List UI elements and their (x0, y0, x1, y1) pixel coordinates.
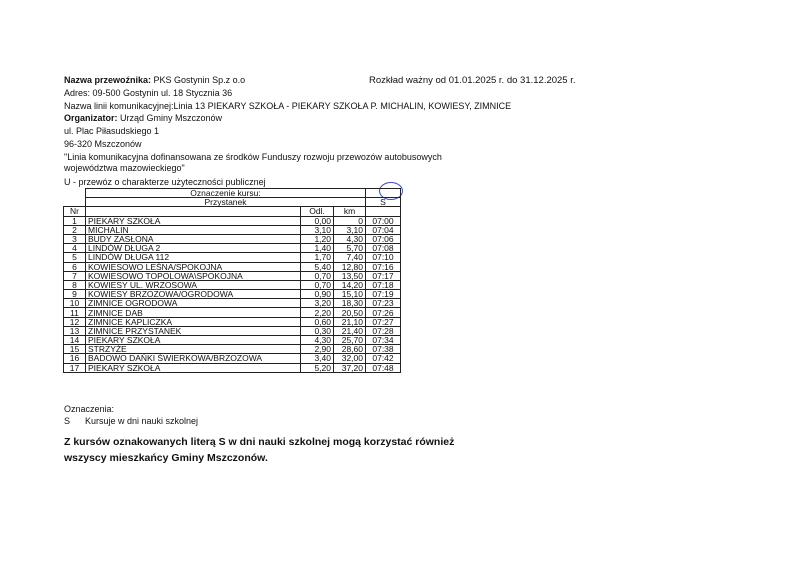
stop-name: KOWIESOWO TOPOLOWA\SPOKOJNA (86, 271, 301, 280)
stop-number: 10 (64, 299, 86, 308)
organizer-line (64, 113, 222, 124)
funding-note-1: "Linia komunikacyjna dofinansowana ze środków Funduszy rozwoju przewozów autobusowych (64, 152, 442, 162)
stop-distance: 2,20 (301, 308, 334, 317)
legend-key: S (64, 416, 71, 426)
stop-number: 2 (64, 225, 86, 234)
notice-line-2: wszyscy mieszkańcy Gminy Mszczonów. (64, 452, 268, 464)
stop-distance: 3,40 (301, 354, 334, 363)
carrier-address: Adres: 09-500 Gostynin ul. 18 Stycznia 36 (64, 88, 233, 98)
stop-time: 07:48 (366, 363, 401, 372)
stop-km: 4,30 (334, 234, 366, 243)
stop-distance: 3,20 (301, 299, 334, 308)
stop-km: 15,10 (334, 290, 366, 299)
stop-time: 07:42 (366, 354, 401, 363)
stop-distance: 1,70 (301, 253, 334, 262)
stop-distance: 5,20 (301, 363, 334, 372)
s-header: S (366, 198, 401, 207)
stop-km: 18,30 (334, 299, 366, 308)
organizer-city: 96-320 Mszczonów (64, 139, 142, 149)
subheader-row (64, 207, 401, 216)
stop-time: 07:08 (366, 244, 401, 253)
stop-km: 0 (334, 216, 366, 225)
stop-time: 07:26 (366, 308, 401, 317)
stop-distance: 5,40 (301, 262, 334, 271)
stop-number: 16 (64, 354, 86, 363)
stop-name: STRZYŻE (86, 345, 301, 354)
stop-name: ZIMNICE OGRODOWA (86, 299, 301, 308)
table-row (64, 253, 401, 262)
stop-distance: 0,30 (301, 326, 334, 335)
stop-km: 12,80 (334, 262, 366, 271)
organizer-value: Urząd Gminy Mszczonów (120, 113, 223, 123)
stop-km: 13,50 (334, 271, 366, 280)
km-header: km (334, 207, 366, 216)
stop-name: ZIMNICE PRZYSTANEK (86, 326, 301, 335)
stop-name: KOWIESY BRZOZOWA/OGRODOWA (86, 290, 301, 299)
odl-header: Odl. (301, 207, 334, 216)
stop-name: BADOWO DAŃKI ŚWIERKOWA/BRZOZOWA (86, 354, 301, 363)
stop-km: 14,20 (334, 280, 366, 289)
schedule-table (63, 188, 401, 373)
stop-distance: 0,90 (301, 290, 334, 299)
stop-time: 07:23 (366, 299, 401, 308)
stop-name: MICHALIN (86, 225, 301, 234)
stop-number: 17 (64, 363, 86, 372)
stop-km: 3,10 (334, 225, 366, 234)
stop-km: 28,60 (334, 345, 366, 354)
stop-number: 14 (64, 336, 86, 345)
stop-time: 07:38 (366, 345, 401, 354)
stop-km: 5,70 (334, 244, 366, 253)
stop-number: 15 (64, 345, 86, 354)
nr-header: Nr (64, 207, 86, 216)
stop-number: 5 (64, 253, 86, 262)
stop-name: ZIMNICE KAPLICZKA (86, 317, 301, 326)
course-header: Oznaczenie kursu: (86, 189, 366, 198)
carrier-label: Nazwa przewoźnika: (64, 75, 152, 85)
stop-km: 37,20 (334, 363, 366, 372)
table-row (64, 216, 401, 225)
legend-description: Kursuje w dni nauki szkolnej (85, 416, 199, 426)
organizer-label: Organizator: (64, 113, 118, 123)
stop-distance: 0,60 (301, 317, 334, 326)
stop-name: LINDÓW DŁUGA 112 (86, 253, 301, 262)
stop-km: 25,70 (334, 336, 366, 345)
stop-name: BUDY ZASŁONA (86, 234, 301, 243)
stop-time: 07:04 (366, 225, 401, 234)
stop-number: 4 (64, 244, 86, 253)
stop-time: 07:17 (366, 271, 401, 280)
stop-number: 3 (64, 234, 86, 243)
stop-time: 07:28 (366, 326, 401, 335)
table-row (64, 299, 401, 308)
carrier-line (64, 75, 245, 86)
stop-time: 07:00 (366, 216, 401, 225)
stop-number: 7 (64, 271, 86, 280)
carrier-type: U - przewóz o charakterze użyteczności publicznej (64, 177, 266, 187)
carrier-value: PKS Gostynin Sp.z o.o (153, 75, 246, 85)
stop-name: PIEKARY SZKOŁA (86, 336, 301, 345)
stop-distance: 1,20 (301, 234, 334, 243)
stop-distance: 2,90 (301, 345, 334, 354)
stop-distance: 1,40 (301, 244, 334, 253)
table-row (64, 271, 401, 280)
stop-number: 6 (64, 262, 86, 271)
line-name: Nazwa linii komunikacyjnej:Linia 13 PIEKARY SZKOŁA - PIEKARY SZKOŁA P. MICHALIN, KOWIESY, ZIMNICE (64, 101, 512, 111)
stop-time: 07:16 (366, 262, 401, 271)
funding-note-2: województwa mazowieckiego" (64, 163, 185, 173)
legend-title: Oznaczenia: (64, 404, 115, 414)
stop-number: 1 (64, 216, 86, 225)
table-row (64, 354, 401, 363)
table-row (64, 262, 401, 271)
stop-name: KOWIESOWO LEŚNA/SPOKOJNA (86, 262, 301, 271)
stop-header: Przystanek (86, 198, 366, 207)
stop-km: 7,40 (334, 253, 366, 262)
stop-km: 32,00 (334, 354, 366, 363)
stop-time: 07:19 (366, 290, 401, 299)
stop-time: 07:06 (366, 234, 401, 243)
stop-distance: 0,70 (301, 271, 334, 280)
stop-number: 11 (64, 308, 86, 317)
stop-name: PIEKARY SZKOŁA (86, 216, 301, 225)
validity-period: Rozkład ważny od 01.01.2025 r. do 31.12.2025 r. (369, 75, 576, 86)
organizer-street: ul. Plac Piłasudskiego 1 (64, 126, 160, 136)
stop-km: 20,50 (334, 308, 366, 317)
stop-name: ZIMNICE DAB (86, 308, 301, 317)
stop-distance: 0,00 (301, 216, 334, 225)
table-row (64, 363, 401, 372)
stop-km: 21,40 (334, 326, 366, 335)
stop-distance: 4,30 (301, 336, 334, 345)
stop-km: 21,10 (334, 317, 366, 326)
table-row (64, 308, 401, 317)
stop-time: 07:10 (366, 253, 401, 262)
stop-time: 07:18 (366, 280, 401, 289)
stop-name: KOWIESY UL. WRZOSOWA (86, 280, 301, 289)
stop-number: 9 (64, 290, 86, 299)
table-row (64, 317, 401, 326)
stop-number: 8 (64, 280, 86, 289)
stop-distance: 0,70 (301, 280, 334, 289)
notice-line-1: Z kursów oznakowanych literą S w dni nauki szkolnej mogą korzystać również (64, 436, 455, 448)
stop-name: PIEKARY SZKOŁA (86, 363, 301, 372)
stop-name: LINDÓW DŁUGA 2 (86, 244, 301, 253)
stop-number: 13 (64, 326, 86, 335)
stop-time: 07:34 (366, 336, 401, 345)
stop-distance: 3,10 (301, 225, 334, 234)
stop-time: 07:27 (366, 317, 401, 326)
stop-number: 12 (64, 317, 86, 326)
